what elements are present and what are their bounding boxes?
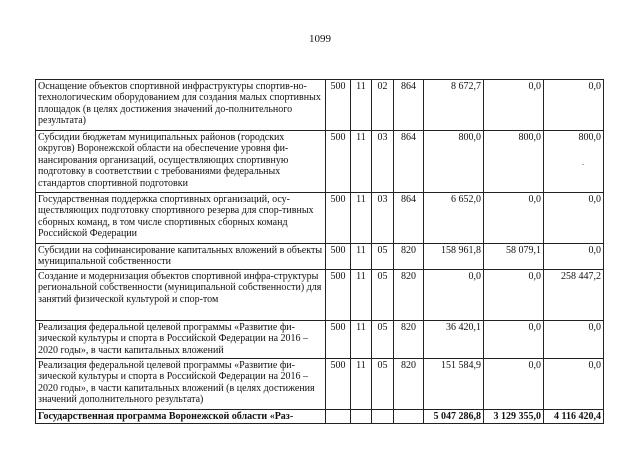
- cell-rz: 11: [351, 358, 372, 409]
- cell-name: Оснащение объектов спортивной инфраструктуры спортив-но-технологическим оборудованием для создания малых спортивных площадок (в целях достижения значений до-полнительного результата): [36, 80, 326, 131]
- table-row: [36, 358, 604, 409]
- cell-rz: 11: [351, 269, 372, 320]
- total-cell-empty: [351, 409, 372, 423]
- cell-min: 500: [326, 131, 351, 193]
- total-cell-v2: 3 129 355,0: [484, 409, 544, 423]
- total-cell-v1: 5 047 286,8: [424, 409, 484, 423]
- cell-rz: 11: [351, 193, 372, 244]
- cell-v1: 151 584,9: [424, 358, 484, 409]
- cell-v1: 800,0: [424, 131, 484, 193]
- cell-v3: 0,0: [544, 80, 604, 131]
- cell-vr: 820: [394, 320, 424, 358]
- cell-vr: 864: [394, 80, 424, 131]
- cell-name: Субсидии на софинансирование капитальных вложений в объекты муниципальной собственности: [36, 244, 326, 270]
- cell-v2: 0,0: [484, 358, 544, 409]
- table-row: [36, 269, 604, 320]
- cell-name: Субсидии бюджетам муниципальных районов (городских округов) Воронежской области на обеспечение уровня фи-нансирования организаций, осуществляющих спортивную подготовку в соответствии с требованиями федеральных стандартов спортивной подготовки: [36, 131, 326, 193]
- cell-vr: 864: [394, 193, 424, 244]
- cell-v1: 0,0: [424, 269, 484, 320]
- cell-v1: 8 672,7: [424, 80, 484, 131]
- cell-rz: 11: [351, 131, 372, 193]
- cell-name: Реализация федеральной целевой программы «Развитие фи-зической культуры и спорта в Российской Федерации на 2016 – 2020 годы», в части капитальных вложений (в целях достижения значений дополнительного результата): [36, 358, 326, 409]
- cell-v3: 0,0: [544, 244, 604, 270]
- cell-vr: 864: [394, 131, 424, 193]
- total-cell-empty: [326, 409, 351, 423]
- cell-name: Реализация федеральной целевой программы «Развитие фи-зической культуры и спорта в Российской Федерации на 2016 – 2020 годы», в части капитальных вложений: [36, 320, 326, 358]
- total-cell-v3: 4 116 420,4: [544, 409, 604, 423]
- total-row: [36, 409, 604, 423]
- cell-v3: 0,0: [544, 320, 604, 358]
- cell-v3: 800,0: [544, 131, 604, 193]
- table-row: [36, 244, 604, 270]
- cell-pr: 02: [372, 80, 394, 131]
- cell-min: 500: [326, 358, 351, 409]
- table-row: [36, 320, 604, 358]
- cell-min: 500: [326, 193, 351, 244]
- cell-pr: 05: [372, 269, 394, 320]
- table-row: [36, 80, 604, 131]
- cell-vr: 820: [394, 244, 424, 270]
- page-number: 1099: [309, 33, 331, 45]
- table-row: [36, 193, 604, 244]
- cell-rz: 11: [351, 320, 372, 358]
- total-cell-name: Государственная программа Воронежской области «Раз-: [36, 409, 326, 423]
- cell-v3: 0,0: [544, 358, 604, 409]
- cell-v2: 58 079,1: [484, 244, 544, 270]
- cell-v2: 800,0: [484, 131, 544, 193]
- table-row: [36, 131, 604, 193]
- cell-v1: 158 961,8: [424, 244, 484, 270]
- cell-pr: 03: [372, 131, 394, 193]
- cell-v1: 6 652,0: [424, 193, 484, 244]
- budget-table: [35, 79, 604, 424]
- cell-name: Государственная поддержка спортивных организаций, осу-ществляющих подготовку спортивного резерва для спор-тивных сборных команд, в том числе спортивных сборных команд Российской Федерации: [36, 193, 326, 244]
- cell-v1: 36 420,1: [424, 320, 484, 358]
- cell-min: 500: [326, 80, 351, 131]
- cell-pr: 05: [372, 244, 394, 270]
- cell-name: Создание и модернизация объектов спортивной инфра-структуры региональной собственности (муниципальной собственности) для занятий физической культурой и спор-том: [36, 269, 326, 320]
- total-cell-empty: [394, 409, 424, 423]
- cell-pr: 05: [372, 320, 394, 358]
- cell-vr: 820: [394, 358, 424, 409]
- cell-v2: 0,0: [484, 193, 544, 244]
- cell-rz: 11: [351, 80, 372, 131]
- cell-pr: 05: [372, 358, 394, 409]
- cell-min: 500: [326, 244, 351, 270]
- cell-v3: 258 447,2: [544, 269, 604, 320]
- cell-pr: 03: [372, 193, 394, 244]
- cell-v3: 0,0: [544, 193, 604, 244]
- cell-min: 500: [326, 269, 351, 320]
- stray-mark: .: [582, 158, 584, 167]
- cell-vr: 820: [394, 269, 424, 320]
- cell-v2: 0,0: [484, 320, 544, 358]
- cell-min: 500: [326, 320, 351, 358]
- cell-rz: 11: [351, 244, 372, 270]
- cell-v2: 0,0: [484, 269, 544, 320]
- cell-v2: 0,0: [484, 80, 544, 131]
- total-cell-empty: [372, 409, 394, 423]
